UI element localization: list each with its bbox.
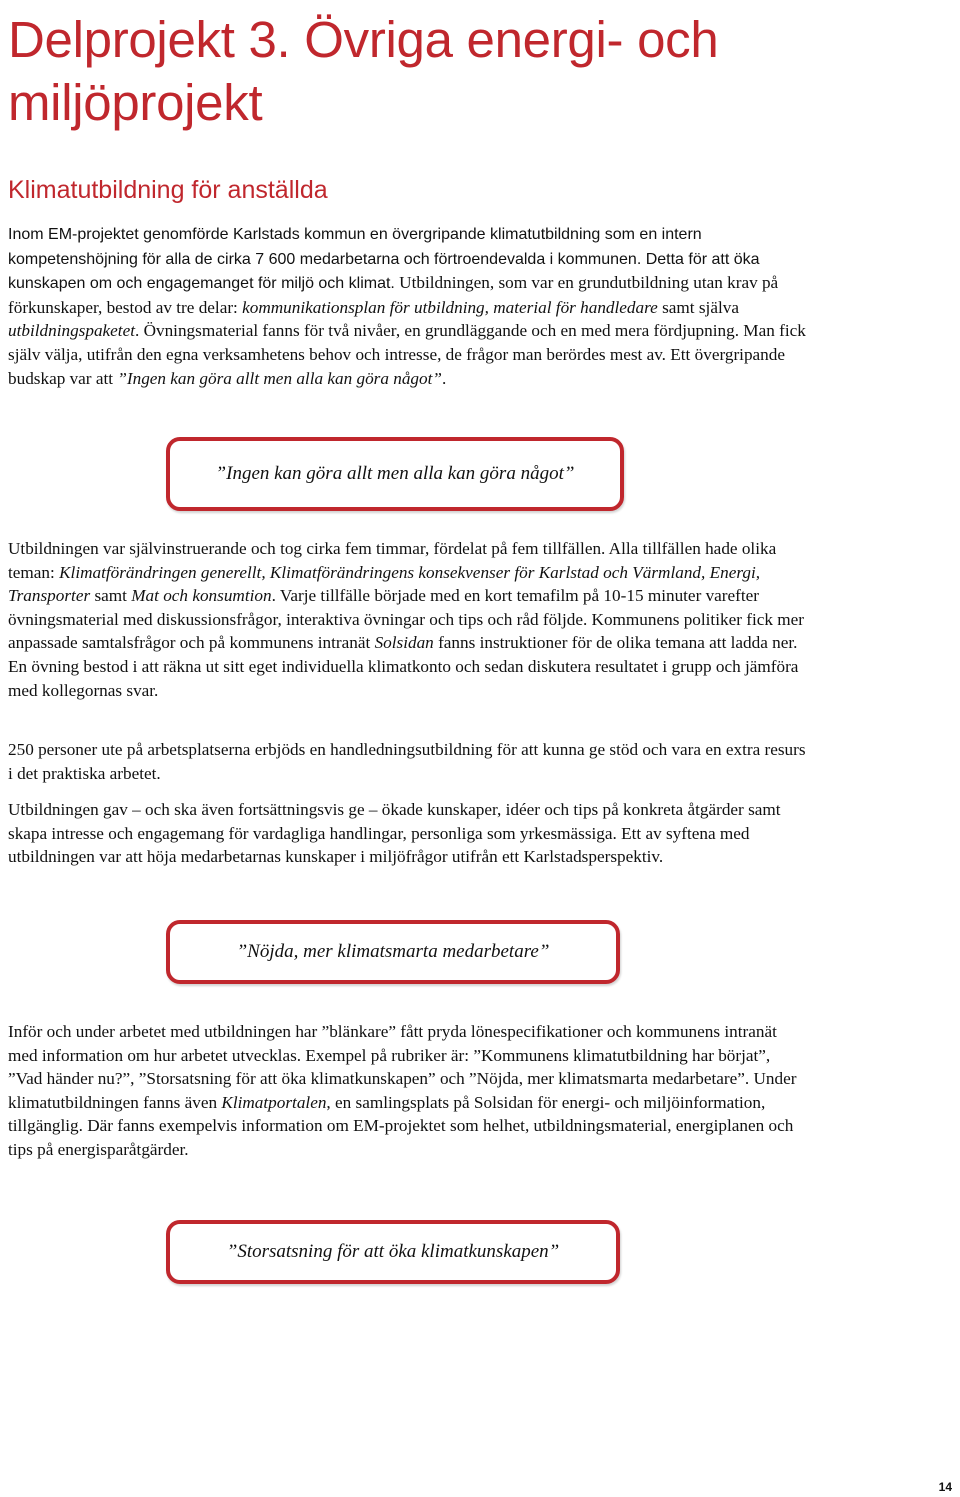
intro-text-d: samt själva xyxy=(657,297,739,317)
intro-italic-e: utbildningspaketet xyxy=(8,321,135,341)
pull-quote-1: ”Ingen kan göra allt men alla kan göra något” xyxy=(166,437,624,511)
handledning-paragraph: 250 personer ute på arbetsplatserna erbjöds en handledningsutbildning för att kunna ge stöd och vara en extra resurs i det praktiska arbetet. xyxy=(8,740,806,783)
intro-italic-g: ”Ingen kan göra allt men alla kan göra något” xyxy=(117,368,442,388)
blankare-text-c: , en samlingsplats på Solsidan för energi- och miljöinformation, tillgänglig. Där fanns exempelvis information om EM-projektet som helhet, utbildningsmaterial, energiplanen och tips på energisparåtgärder. xyxy=(8,1092,794,1159)
intro-paragraph xyxy=(8,222,808,390)
theme-text-e: . Varje tillfälle började med en kort temafilm på 10-15 minuter varefter övningsmaterial med diskussionsfrågor, interaktiva övningar och tips och råd följde. Kommunens politiker fick mer anpassade samtalsfrågor och på kommunens intranät xyxy=(8,586,804,653)
theme-italic-d: Mat och konsumtion xyxy=(131,586,272,606)
theme-text-g: fanns instruktioner för de olika temana att ladda ner. En övning bestod i att räkna ut sitt eget individuella klimatkonto och sedan diskutera resultatet i grupp och jämföra med kollegornas svar. xyxy=(8,633,799,700)
blankare-paragraph xyxy=(8,1020,808,1162)
intro-text-h: . xyxy=(441,368,447,388)
intro-sans-text: Inom EM-projektet genomförde Karlstads kommun en övergripande klimatutbildning som en intern kompetenshöjning för alla de cirka 7 600 medarbetarna och förtroendevalda i kommunen. Detta för att öka kunskapen om och engagemanget för miljö och klimat. xyxy=(8,226,760,293)
theme-paragraph xyxy=(8,537,808,702)
theme-text-a: Utbildningen var självinstruerande och tog cirka fem timmar, fördelat på fem tillfällen. Alla tillfällen hade olika teman: xyxy=(8,539,777,582)
theme-italic-b: Klimatförändringen generellt, Klimatförändringens konsekvenser för Karlstad och Värmland, Energi, Transporter xyxy=(8,562,761,606)
pull-quote-3: ”Storsatsning för att öka klimatkunskapen” xyxy=(166,1220,620,1284)
intro-italic-c: kommunikationsplan för utbildning, material för handledare xyxy=(242,297,658,317)
blankare-italic-b: Klimatportalen xyxy=(221,1092,327,1112)
outcome-paragraph: Utbildningen gav – och ska även fortsättningsvis ge – ökade kunskaper, idéer och tips på konkreta åtgärder samt skapa intresse och engagemang för vardagliga handlingar, personliga som yrkesmässiga. Ett av syftena med utbildningen var att höja medarbetarnas kunskaper i miljöfrågor utifrån ett Karlstadsperspektiv. xyxy=(8,800,781,867)
page-number: 14 xyxy=(938,1480,952,1494)
theme-text-c: samt xyxy=(90,586,132,606)
theme-italic-f: Solsidan xyxy=(374,633,434,653)
blankare-text-a: Inför och under arbetet med utbildningen har ”blänkare” fått pryda lönespecifikationer och kommunens intranät med information om hur arbetet utvecklas. Exempel på rubriker är: ”Kommunens klimatutbildning har börjat”, ”Vad händer nu?”, ”Storsatsning för att öka klimatkunskapen” och ”Nöjda, mer klimatsmarta medarbetare”. Under klimatutbildningen fanns även xyxy=(8,1022,797,1112)
intro-text-b: Utbildningen, som var en grundutbildning utan krav på förkunskaper, bestod av tre delar: xyxy=(8,273,779,317)
pull-quote-2: ”Nöjda, mer klimatsmarta medarbetare” xyxy=(166,920,620,984)
intro-text-f: . Övningsmaterial fanns för två nivåer, en grundläggande och en med mera fördjupning. Man fick själv välja, utifrån den egna verksamhetens behov och intresse, de frågor man berördes mest av. Ett övergripande budskap var att xyxy=(8,321,806,388)
section-heading: Klimatutbildning för anställda xyxy=(8,176,328,204)
page-title: Delprojekt 3. Övriga energi- och miljöprojekt xyxy=(8,11,719,131)
